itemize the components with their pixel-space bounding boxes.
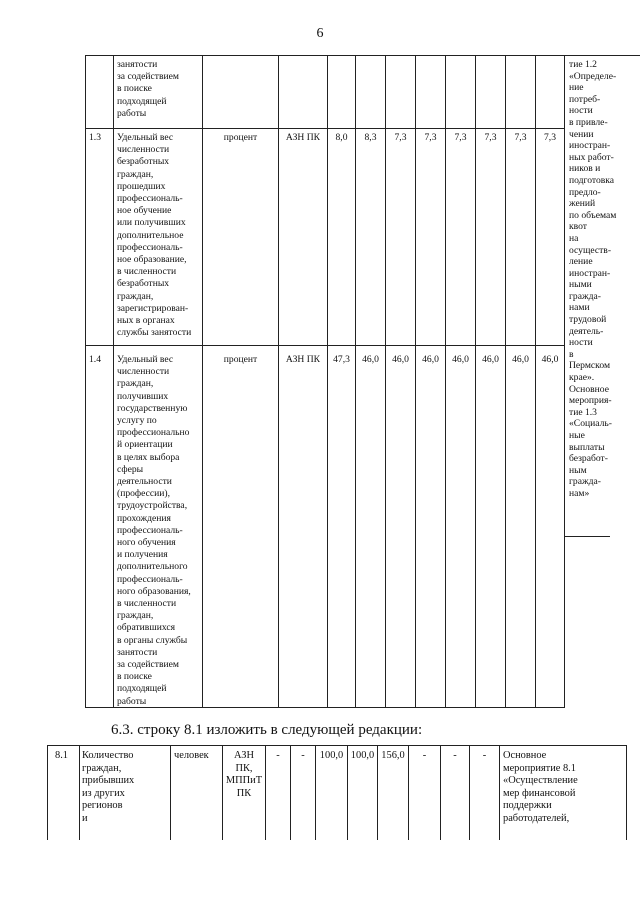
indicator-name: Количество граждан, прибывших из других регионов и — [82, 750, 135, 824]
value-cell: 100,0 — [319, 750, 344, 761]
value-cell: 156,0 — [381, 750, 405, 761]
indicator-name: Удельный вес численности граждан, получивших государственную услугу по профессионально й ориентации в целях выбора сферы деятельности (профессии), трудоустройства, прохождения профессиональ- ного обучения и получения дополнительного профессиональ- ного образования, в численности граждан, обратившихся в органы службы занятости за содействием в поиске подходящей работы — [117, 354, 191, 707]
org-cell: АЗН ПК, МППиТ ПК — [225, 750, 263, 799]
value-cell: 46,0 — [422, 354, 439, 365]
unit-cell: процент — [223, 354, 258, 365]
org-cell: АЗН ПК — [285, 132, 321, 143]
carry-over-text: занятости за содействием в поиске подходящей работы — [117, 59, 179, 119]
value-cell: - — [453, 750, 457, 761]
amendment-heading: 6.3. строку 8.1 изложить в следующей редакции: — [111, 722, 423, 738]
value-cell: 47,3 — [333, 354, 350, 365]
value-cell: 46,0 — [541, 354, 559, 365]
value-cell: 7,3 — [424, 132, 437, 143]
value-cell: 7,3 — [394, 132, 407, 143]
value-cell: - — [422, 750, 427, 761]
value-cell: 46,0 — [512, 354, 529, 365]
org-cell: АЗН ПК — [285, 354, 321, 365]
value-cell: 46,0 — [392, 354, 409, 365]
activity-note: тие 1.2 «Определе- ние потреб- ности в привле- чении иностран- ных работ- ников и подготовка предло- жений по объемам квот на осуществ- ление иностран- ными гражда- нами трудовой деятель- ности в Пермском крае». Основное мероприя- тие 1.3 «Социаль- ные выплаты безработ- ным гражда- нам» — [569, 59, 617, 499]
indicator-name: Удельный вес численности безработных граждан, прошедших профессиональ- ное обучение или получивших дополнительное профессиональ- ное образование, в численности безработных граждан, зарегистрирован- ных в органах службы занятости — [117, 132, 192, 339]
value-cell: 7,3 — [454, 132, 467, 143]
row-number: 1.3 — [89, 132, 101, 143]
value-cell: 46,0 — [362, 354, 379, 365]
row-number: 8.1 — [55, 750, 68, 761]
value-cell: 7,3 — [514, 132, 527, 143]
value-cell: - — [482, 750, 487, 761]
activity-note: Основное мероприятие 8.1 «Осуществление мер финансовой поддержки работодателей, — [503, 750, 578, 824]
value-cell: - — [276, 750, 280, 761]
row-number: 1.4 — [89, 354, 101, 365]
value-cell: 100,0 — [350, 750, 375, 761]
page-number: 6 — [316, 26, 324, 41]
unit-cell: процент — [223, 132, 258, 143]
unit-cell: человек — [174, 750, 209, 761]
value-cell: - — [301, 750, 305, 761]
value-cell: 46,0 — [482, 354, 499, 365]
value-cell: 7,3 — [484, 132, 497, 143]
value-cell: 8,3 — [364, 132, 377, 143]
value-cell: 7,3 — [544, 132, 556, 143]
value-cell: 8,0 — [335, 132, 348, 143]
value-cell: 46,0 — [452, 354, 469, 365]
